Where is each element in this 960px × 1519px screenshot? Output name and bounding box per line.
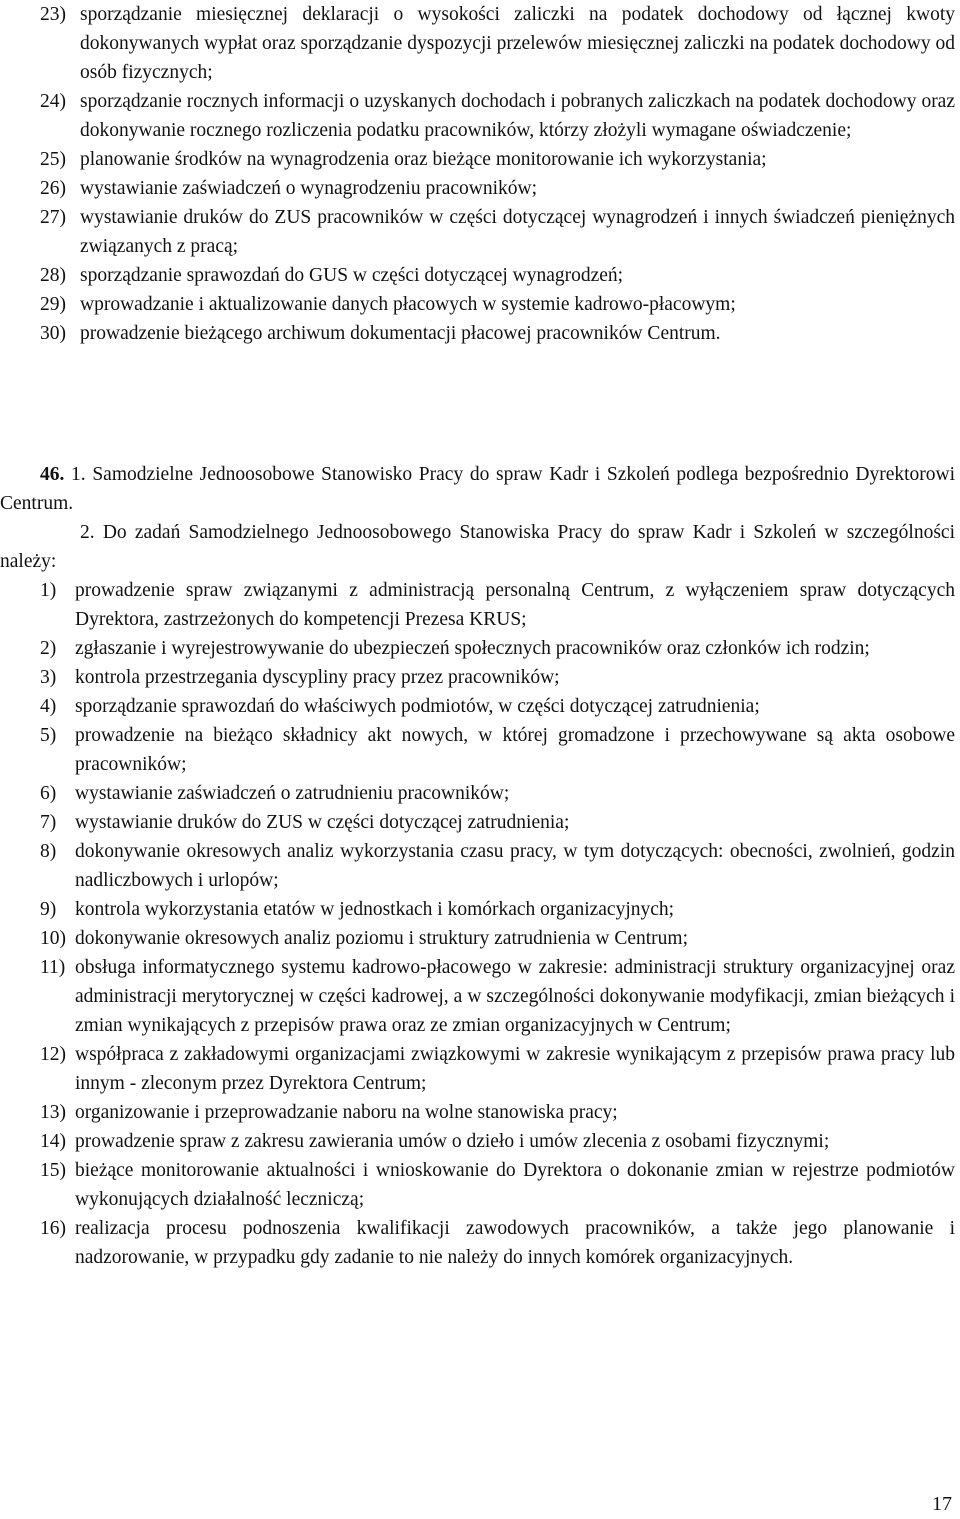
item-number: 1) — [40, 580, 57, 601]
list-item — [40, 1156, 955, 1214]
item-text: kontrola wykorzystania etatów w jednostkach i komórkach organizacyjnych; — [75, 899, 675, 920]
item-text: wystawianie druków do ZUS pracowników w części dotyczącej wynagrodzeń i innych świadczeń pieniężnych związanych z pracą; — [80, 207, 955, 257]
item-text: organizowanie i przeprowadzanie naboru na wolne stanowiska pracy; — [75, 1102, 618, 1123]
paragraph-text: Do zadań Samodzielnego Jednoosobowego Stanowiska Pracy do spraw Kadr i Szkoleń w szczególności należy: — [0, 522, 955, 572]
list-item — [40, 145, 955, 174]
list-item — [40, 663, 955, 692]
duties-list — [40, 576, 955, 1272]
list-item — [40, 721, 955, 779]
list-item — [40, 1127, 955, 1156]
item-number: 28) — [40, 265, 66, 286]
list-item — [40, 576, 955, 634]
list-item — [40, 953, 955, 1040]
item-text: bieżące monitorowanie aktualności i wnioskowanie do Dyrektora o dokonanie zmian w rejestrze podmiotów wykonujących działalność leczniczą; — [75, 1160, 955, 1210]
item-number: 26) — [40, 178, 66, 199]
list-item — [40, 1214, 955, 1272]
item-number: 16) — [40, 1218, 66, 1239]
item-number: 3) — [40, 667, 57, 688]
item-text: planowanie środków na wynagrodzenia oraz bieżące monitorowanie ich wykorzystania; — [80, 149, 767, 170]
item-text: sporządzanie sprawozdań do właściwych podmiotów, w części dotyczącej zatrudnienia; — [75, 696, 760, 717]
item-text: prowadzenie na bieżąco składnicy akt nowych, w której gromadzone i przechowywane są akta osobowe pracowników; — [75, 725, 955, 775]
list-item — [40, 0, 955, 87]
list-item — [40, 692, 955, 721]
item-number: 9) — [40, 899, 57, 920]
list-item — [40, 808, 955, 837]
item-text: prowadzenie bieżącego archiwum dokumentacji płacowej pracowników Centrum. — [80, 323, 721, 344]
paragraph-number: 1. — [71, 464, 86, 485]
list-item — [40, 87, 955, 145]
item-number: 8) — [40, 841, 57, 862]
list-item — [40, 319, 955, 348]
item-number: 2) — [40, 638, 57, 659]
item-text: dokonywanie okresowych analiz wykorzystania czasu pracy, w tym dotyczących: obecności, zwolnień, godzin nadliczbowych i urlopów; — [75, 841, 955, 891]
item-number: 11) — [40, 957, 66, 978]
item-text: dokonywanie okresowych analiz poziomu i struktury zatrudnienia w Centrum; — [75, 928, 689, 949]
section-number: 46. — [40, 464, 65, 485]
list-item — [40, 203, 955, 261]
list-item — [40, 1040, 955, 1098]
item-number: 15) — [40, 1160, 66, 1181]
item-number: 24) — [40, 91, 66, 112]
item-number: 6) — [40, 783, 57, 804]
item-text: sporządzanie sprawozdań do GUS w części dotyczącej wynagrodzeń; — [80, 265, 624, 286]
item-text: współpraca z zakładowymi organizacjami związkowymi w zakresie wynikającym z przepisów prawa pracy lub innym - zleconym przez Dyrektora Centrum; — [75, 1044, 955, 1094]
item-number: 13) — [40, 1102, 66, 1123]
item-number: 25) — [40, 149, 66, 170]
item-number: 29) — [40, 294, 66, 315]
item-number: 14) — [40, 1131, 66, 1152]
item-text: wystawianie zaświadczeń o wynagrodzeniu pracowników; — [80, 178, 538, 199]
item-number: 27) — [40, 207, 66, 228]
item-text: kontrola przestrzegania dyscypliny pracy przez pracowników; — [75, 667, 560, 688]
item-number: 23) — [40, 4, 66, 25]
item-text: sporządzanie miesięcznej deklaracji o wysokości zaliczki na podatek dochodowy od łącznej kwoty dokonywanych wypłat oraz sporządzanie dyspozycji przelewów miesięcznej zaliczki na podatek dochodowy od osób fizycznych; — [80, 4, 955, 83]
item-text: zgłaszanie i wyrejestrowywanie do ubezpieczeń społecznych pracowników oraz członków ich rodzin; — [75, 638, 870, 659]
item-number: 7) — [40, 812, 57, 833]
item-text: prowadzenie spraw związanymi z administracją personalną Centrum, z wyłączeniem spraw dotyczących Dyrektora, zastrzeżonych do kompetencji Prezesa KRUS; — [75, 580, 955, 630]
item-text: wystawianie druków do ZUS w części dotyczącej zatrudnienia; — [75, 812, 570, 833]
list-item — [40, 634, 955, 663]
list-item — [40, 895, 955, 924]
list-item — [40, 837, 955, 895]
item-text: wystawianie zaświadczeń o zatrudnieniu pracowników; — [75, 783, 510, 804]
item-text: sporządzanie rocznych informacji o uzyskanych dochodach i pobranych zaliczkach na podatek dochodowy oraz dokonywanie rocznego rozliczenia podatku pracowników, którzy złożyli wymagane oświadczenie; — [80, 91, 955, 141]
item-text: realizacja procesu podnoszenia kwalifikacji zawodowych pracowników, a także jego planowanie i nadzorowanie, w przypadku gdy zadanie to nie należy do innych komórek organizacyjnych. — [75, 1218, 955, 1268]
section-46 — [0, 460, 955, 1272]
list-item — [40, 1098, 955, 1127]
list-item — [40, 290, 955, 319]
item-text: obsługa informatycznego systemu kadrowo-płacowego w zakresie: administracji struktury organizacyjnej oraz administracji merytorycznej w części kadrowej, a w szczególności dokonywanie modyfikacji, zmian bieżących i zmian wynikających z przepisów prawa oraz ze zmian organizacyjnych w Centrum; — [75, 957, 955, 1036]
item-number: 30) — [40, 323, 66, 344]
item-number: 4) — [40, 696, 57, 717]
item-text: wprowadzanie i aktualizowanie danych płacowych w systemie kadrowo-płacowym; — [80, 294, 736, 315]
section-paragraph-2 — [0, 518, 955, 576]
list-item — [40, 779, 955, 808]
item-number: 10) — [40, 928, 66, 949]
page-number: 17 — [932, 1493, 952, 1515]
list-item — [40, 174, 955, 203]
section-paragraph-1 — [0, 460, 955, 518]
item-text: prowadzenie spraw z zakresu zawierania umów o dzieło i umów zlecenia z osobami fizycznymi; — [75, 1131, 830, 1152]
paragraph-number: 2. — [80, 522, 95, 543]
paragraph-text: Samodzielne Jednoosobowe Stanowisko Pracy do spraw Kadr i Szkoleń podlega bezpośrednio Dyrektorowi Centrum. — [0, 464, 956, 514]
item-number: 12) — [40, 1044, 66, 1065]
top-list — [40, 0, 955, 348]
list-item — [40, 924, 955, 953]
item-number: 5) — [40, 725, 57, 746]
list-item — [40, 261, 955, 290]
